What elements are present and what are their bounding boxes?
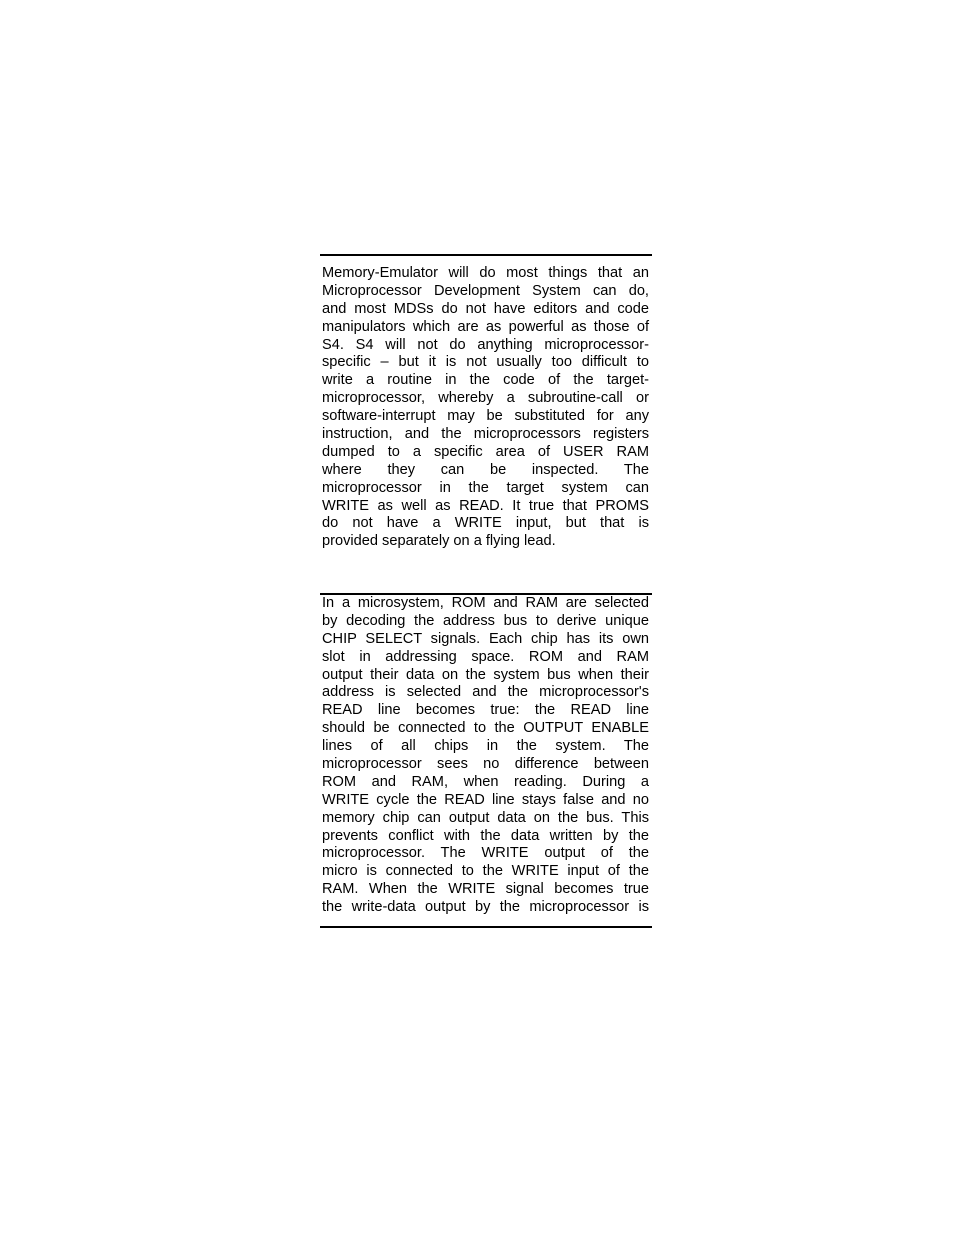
text-line: do not have a WRITE input, but that is (322, 515, 649, 532)
text-line: S4. S4 will not do anything microprocessor- (322, 336, 649, 353)
text-line: micro is connected to the WRITE input of the (322, 863, 649, 880)
text-line: specific – but it is not usually too difficult to (322, 354, 649, 371)
paragraph-microsystem (322, 595, 649, 917)
text-line: slot in addressing space. ROM and RAM (322, 648, 649, 665)
text-line: Memory-Emulator will do most things that an (322, 265, 649, 281)
text-line: READ line becomes true: the READ line (322, 702, 649, 719)
text-line: microprocessor, whereby a subroutine-call or (322, 390, 649, 407)
text-line: lines of all chips in the system. The (322, 738, 649, 755)
text-line: manipulators which are as powerful as those of (322, 318, 649, 335)
text-line: dumped to a specific area of USER RAM (322, 443, 649, 460)
text-line: and most MDSs do not have editors and code (322, 300, 649, 317)
top-rule (320, 254, 652, 256)
text-line: RAM. When the WRITE signal becomes true (322, 881, 649, 898)
text-line: the write-data output by the microprocessor is (322, 899, 649, 916)
text-line: microprocessor in the target system can (322, 479, 649, 496)
text-line: write a routine in the code of the target- (322, 372, 649, 389)
paragraph-memory-emulator (322, 265, 649, 551)
text-line: output their data on the system bus when their (322, 666, 649, 683)
text-line: microprocessor sees no difference between (322, 756, 649, 773)
text-line: CHIP SELECT signals. Each chip has its own (322, 630, 649, 647)
text-line: provided separately on a flying lead. (322, 533, 556, 550)
text-line: ROM and RAM, when reading. During a (322, 773, 649, 790)
text-line: WRITE as well as READ. It true that PROMS (322, 497, 649, 514)
bottom-rule (320, 926, 652, 928)
text-line: memory chip can output data on the bus. This (322, 809, 649, 826)
text-line: software-interrupt may be substituted for any (322, 408, 649, 425)
text-line: In a microsystem, ROM and RAM are selected (322, 595, 649, 611)
text-line: microprocessor. The WRITE output of the (322, 845, 649, 862)
text-line: by decoding the address bus to derive unique (322, 612, 649, 629)
text-line: where they can be inspected. The (322, 461, 649, 478)
text-line: should be connected to the OUTPUT ENABLE (322, 720, 649, 737)
text-line: Microprocessor Development System can do, (322, 282, 649, 299)
text-line: prevents conflict with the data written by the (322, 827, 649, 844)
text-line: instruction, and the microprocessors registers (322, 426, 649, 443)
text-line: address is selected and the microprocessor's (322, 684, 649, 701)
text-line: WRITE cycle the READ line stays false and no (322, 791, 649, 808)
